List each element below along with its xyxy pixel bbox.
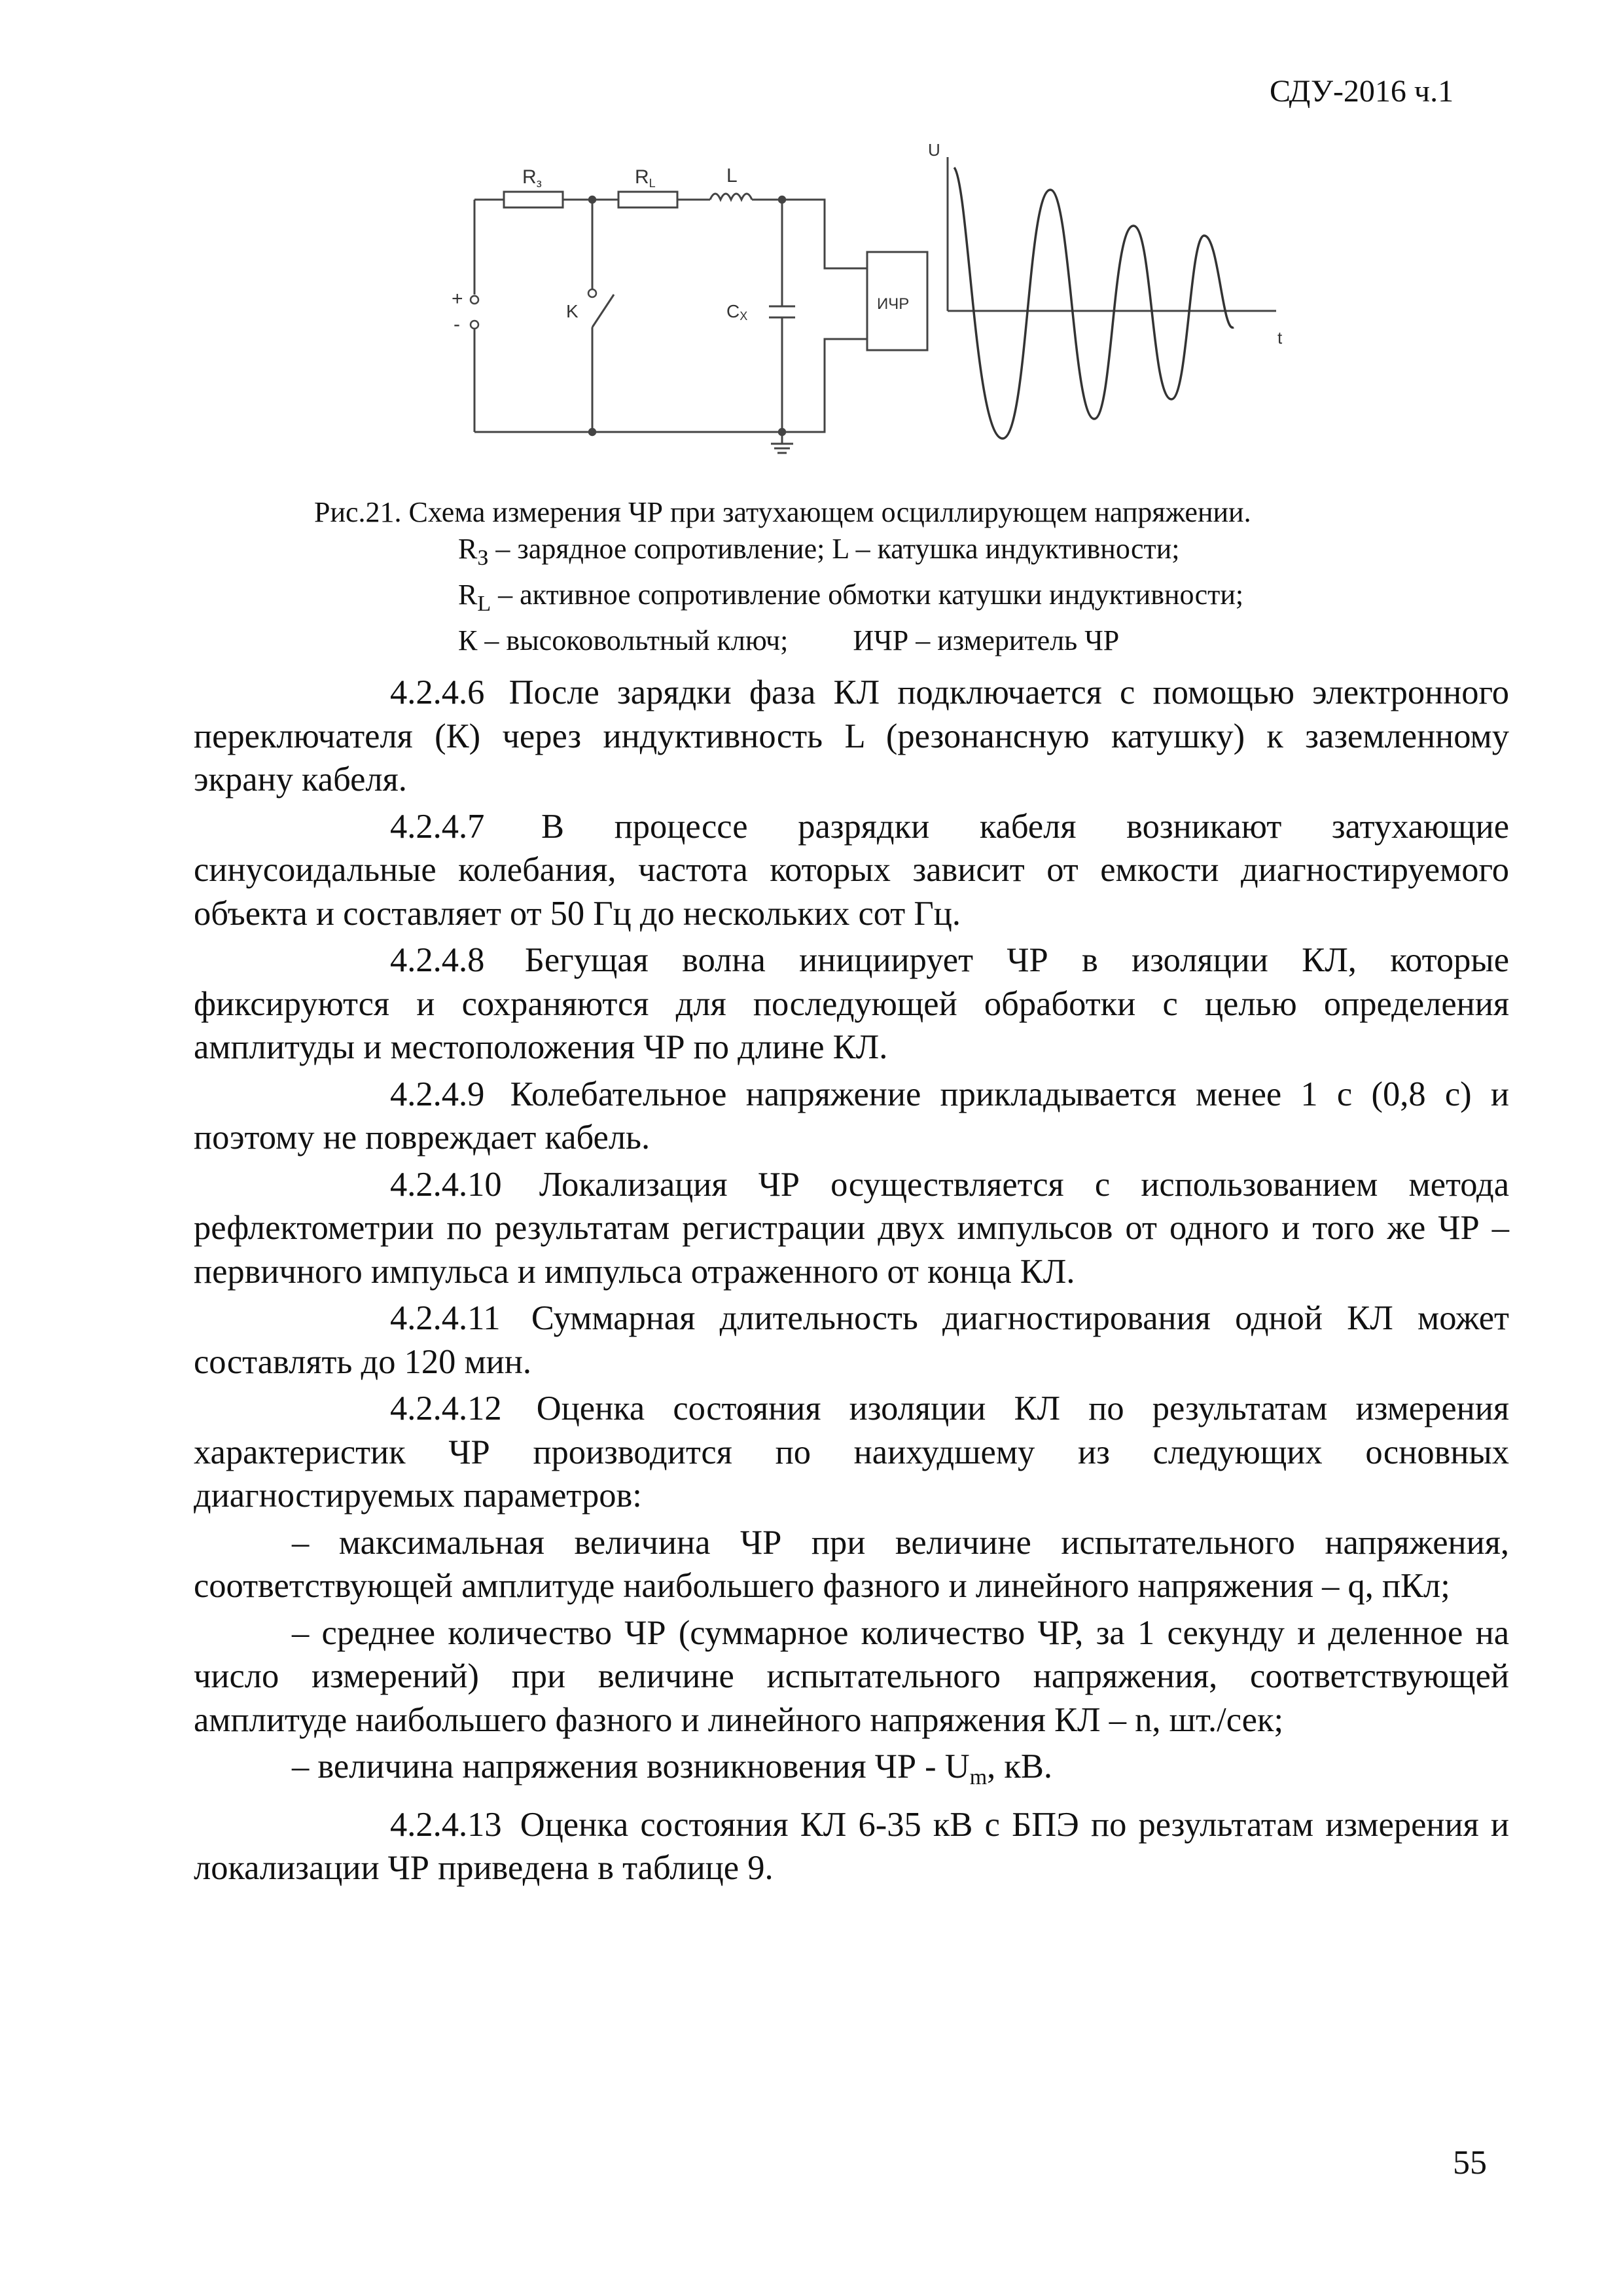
label-minus: -: [454, 314, 460, 335]
paragraph-4-2-4-8: 4.2.4.8 Бегущая волна инициирует ЧР в изоляции КЛ, которые фиксируются и сохраняются для последующей обработки с целью определения амплитуды и местоположения ЧР по длине КЛ.: [194, 941, 1509, 1066]
label-l: L: [726, 165, 738, 187]
document-body: [194, 671, 1509, 1893]
caption-line-1: Рис.21. Схема измерения ЧР при затухающем осциллирующем напряжении.: [314, 496, 1251, 528]
label-r3: $R_з$: [522, 166, 542, 190]
label-cx: CX: [726, 301, 748, 323]
paragraph-4-2-4-9: 4.2.4.9 Колебательное напряжение прикладывается менее 1 с (0,8 с) и поэтому не повреждает кабель.: [194, 1075, 1509, 1157]
inductor-l: [710, 194, 752, 200]
bullet-avg-pd-count: – среднее количество ЧР (суммарное количество ЧР, за 1 секунду и деленное на число измерений) при величине испытательного напряжения, соответствующей амплитуде наибольшего фазного и линейного напряжения КЛ – n, шт./сек;: [194, 1613, 1509, 1739]
bullet-inception-voltage: – величина напряжения возникновения ЧР - $U_m$, кВ.: [292, 1748, 1053, 1789]
label-u-axis: U: [928, 140, 940, 160]
paragraph-4-2-4-11: 4.2.4.11 Суммарная длительность диагностирования одной КЛ может составлять до 120 мин.: [194, 1299, 1510, 1381]
paragraph-4-2-4-6: 4.2.4.6 После зарядки фаза КЛ подключается с помощью электронного переключателя (К) через индуктивность L (резонансную катушку) к заземленному экрану кабеля.: [194, 673, 1509, 798]
paragraph-4-2-4-10: 4.2.4.10 Локализация ЧР осуществляется с использованием метода рефлектометрии по результатам регистрации двух импульсов от одного и того же ЧР – первичного импульса и импульса отраженного от конца КЛ.: [194, 1165, 1510, 1291]
label-rl: $R_L$: [635, 166, 656, 190]
switch-k: [592, 295, 614, 327]
bullet-max-pd: – максимальная величина ЧР при величине испытательного напряжения, соответствующей амплитуде наибольшего фазного и линейного напряжения – q, пКл;: [194, 1523, 1509, 1605]
document-code: СДУ-2016 ч.1: [1270, 74, 1454, 109]
caption-line-4: К – высоковольтный ключ; ИЧР – измеритель ЧР: [458, 624, 1120, 656]
damped-oscillation-curve: [954, 168, 1234, 439]
figure-caption: [314, 494, 1492, 659]
label-k: K: [566, 301, 579, 321]
paragraph-4-2-4-13: 4.2.4.13 Оценка состояния КЛ 6-35 кВ с БПЭ по результатам измерения и локализации ЧР приведена в таблице 9.: [194, 1805, 1509, 1887]
label-t-axis: t: [1277, 328, 1283, 348]
caption-line-2: $R_З$ – зарядное сопротивление; L – катушка индуктивности;: [458, 533, 1180, 570]
page-number: 55: [1453, 2144, 1487, 2181]
label-plus: +: [452, 288, 463, 310]
caption-line-3: $R_L$ – активное сопротивление обмотки катушки индуктивности;: [458, 579, 1244, 616]
resistor-r3: [504, 192, 563, 207]
circuit-figure: [452, 131, 1329, 458]
paragraph-4-2-4-12: 4.2.4.12 Оценка состояния изоляции КЛ по результатам измерения характеристик ЧР производится по наихудшему из следующих основных диагностируемых параметров:: [194, 1390, 1509, 1515]
paragraph-4-2-4-7: 4.2.4.7 В процессе разрядки кабеля возникают затухающие синусоидальные колебания, частота которых зависит от емкости диагностируемого объекта и составляет от 50 Гц до нескольких сот Гц.: [194, 807, 1510, 933]
label-ichr: ИЧР: [877, 295, 910, 313]
resistor-rl: [618, 192, 677, 207]
